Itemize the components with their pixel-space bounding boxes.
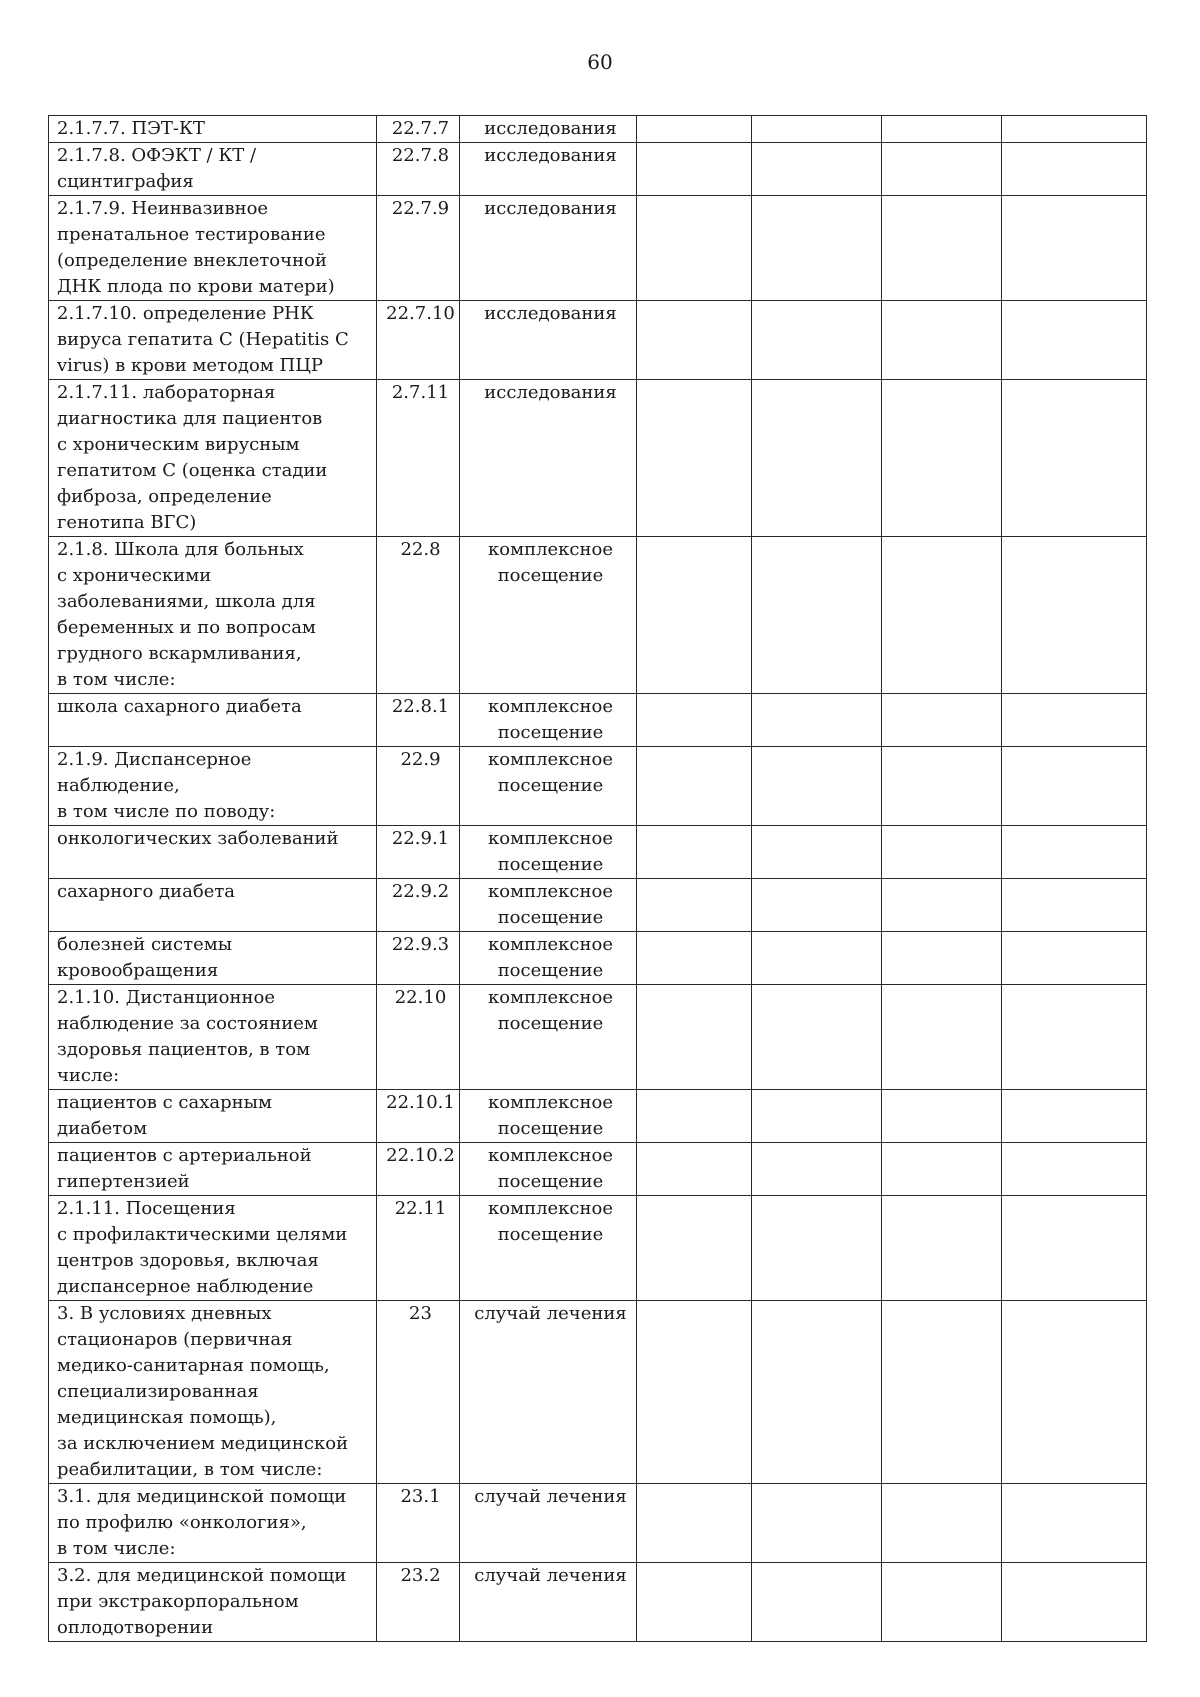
empty-value-cell xyxy=(637,1563,752,1642)
empty-value-cell xyxy=(882,932,1002,985)
row-unit-cell: комплексное посещение xyxy=(460,537,637,694)
row-name-cell: 2.1.7.8. ОФЭКТ / КТ / сцинтиграфия xyxy=(49,143,377,196)
row-code-cell: 22.8.1 xyxy=(377,694,460,747)
row-name-cell: 2.1.7.11. лабораторная диагностика для пациентов с хроническим вирусным гепатитом С (оценка стадии фиброза, определение генотипа ВГС) xyxy=(49,380,377,537)
empty-value-cell xyxy=(637,301,752,380)
row-code-cell: 22.10 xyxy=(377,985,460,1090)
empty-value-cell xyxy=(882,985,1002,1090)
empty-value-cell xyxy=(752,1484,882,1563)
row-name-cell: пациентов с сахарным диабетом xyxy=(49,1090,377,1143)
empty-value-cell xyxy=(752,1090,882,1143)
empty-value-cell xyxy=(882,747,1002,826)
empty-value-cell xyxy=(637,879,752,932)
row-name-cell: сахарного диабета xyxy=(49,879,377,932)
row-name-cell: 2.1.7.9. Неинвазивное пренатальное тестирование (определение внеклеточной ДНК плода по крови матери) xyxy=(49,196,377,301)
empty-value-cell xyxy=(882,537,1002,694)
empty-value-cell xyxy=(1002,380,1147,537)
row-name-cell: пациентов с артериальной гипертензией xyxy=(49,1143,377,1196)
table-row xyxy=(49,1484,1147,1563)
document-table xyxy=(48,115,1147,1642)
row-code-cell: 22.7.7 xyxy=(377,116,460,143)
empty-value-cell xyxy=(1002,879,1147,932)
row-name-cell: 2.1.7.7. ПЭТ-КТ xyxy=(49,116,377,143)
row-unit-cell: комплексное посещение xyxy=(460,747,637,826)
row-unit-cell: исследования xyxy=(460,143,637,196)
row-code-cell: 22.9.3 xyxy=(377,932,460,985)
empty-value-cell xyxy=(752,196,882,301)
empty-value-cell xyxy=(882,1090,1002,1143)
empty-value-cell xyxy=(1002,116,1147,143)
row-unit-cell: комплексное посещение xyxy=(460,879,637,932)
empty-value-cell xyxy=(882,143,1002,196)
empty-value-cell xyxy=(637,1484,752,1563)
row-code-cell: 22.7.9 xyxy=(377,196,460,301)
table-row xyxy=(49,143,1147,196)
empty-value-cell xyxy=(882,116,1002,143)
row-name-cell: 3. В условиях дневных стационаров (первичная медико-санитарная помощь, специализированная медицинская помощь), за исключением медицинской реабилитации, в том числе: xyxy=(49,1301,377,1484)
row-code-cell: 22.10.2 xyxy=(377,1143,460,1196)
empty-value-cell xyxy=(752,1301,882,1484)
empty-value-cell xyxy=(637,143,752,196)
empty-value-cell xyxy=(637,1196,752,1301)
row-code-cell: 22.11 xyxy=(377,1196,460,1301)
row-name-cell: болезней системы кровообращения xyxy=(49,932,377,985)
empty-value-cell xyxy=(752,747,882,826)
table-row xyxy=(49,694,1147,747)
table-row xyxy=(49,879,1147,932)
row-unit-cell: исследования xyxy=(460,380,637,537)
empty-value-cell xyxy=(752,143,882,196)
table-row xyxy=(49,116,1147,143)
empty-value-cell xyxy=(752,694,882,747)
empty-value-cell xyxy=(752,826,882,879)
empty-value-cell xyxy=(1002,1143,1147,1196)
row-code-cell: 23 xyxy=(377,1301,460,1484)
row-name-cell: 2.1.8. Школа для больных с хроническими заболеваниями, школа для беременных и по вопросам грудного вскармливания, в том числе: xyxy=(49,537,377,694)
empty-value-cell xyxy=(882,1563,1002,1642)
empty-value-cell xyxy=(752,879,882,932)
table-row xyxy=(49,1301,1147,1484)
empty-value-cell xyxy=(637,826,752,879)
row-unit-cell: комплексное посещение xyxy=(460,1196,637,1301)
empty-value-cell xyxy=(752,1563,882,1642)
empty-value-cell xyxy=(637,380,752,537)
empty-value-cell xyxy=(637,694,752,747)
empty-value-cell xyxy=(752,380,882,537)
empty-value-cell xyxy=(1002,196,1147,301)
row-name-cell: школа сахарного диабета xyxy=(49,694,377,747)
row-unit-cell: случай лечения xyxy=(460,1563,637,1642)
empty-value-cell xyxy=(1002,301,1147,380)
table-row xyxy=(49,301,1147,380)
row-name-cell: 2.1.9. Диспансерное наблюдение, в том числе по поводу: xyxy=(49,747,377,826)
row-unit-cell: комплексное посещение xyxy=(460,826,637,879)
empty-value-cell xyxy=(752,1143,882,1196)
row-code-cell: 22.7.8 xyxy=(377,143,460,196)
row-name-cell: 2.1.10. Дистанционное наблюдение за состоянием здоровья пациентов, в том числе: xyxy=(49,985,377,1090)
row-unit-cell: комплексное посещение xyxy=(460,1090,637,1143)
empty-value-cell xyxy=(752,116,882,143)
empty-value-cell xyxy=(637,537,752,694)
empty-value-cell xyxy=(637,196,752,301)
table-row xyxy=(49,985,1147,1090)
row-code-cell: 22.10.1 xyxy=(377,1090,460,1143)
empty-value-cell xyxy=(1002,1563,1147,1642)
row-name-cell: 3.2. для медицинской помощи при экстракорпоральном оплодотворении xyxy=(49,1563,377,1642)
table-row xyxy=(49,747,1147,826)
row-code-cell: 22.7.10 xyxy=(377,301,460,380)
row-unit-cell: комплексное посещение xyxy=(460,1143,637,1196)
row-unit-cell: комплексное посещение xyxy=(460,985,637,1090)
empty-value-cell xyxy=(882,1196,1002,1301)
table-row xyxy=(49,196,1147,301)
row-unit-cell: случай лечения xyxy=(460,1301,637,1484)
table-row xyxy=(49,537,1147,694)
row-unit-cell: комплексное посещение xyxy=(460,694,637,747)
table-row xyxy=(49,826,1147,879)
row-code-cell: 23.1 xyxy=(377,1484,460,1563)
empty-value-cell xyxy=(1002,932,1147,985)
empty-value-cell xyxy=(752,932,882,985)
row-name-cell: 2.1.7.10. определение РНК вируса гепатита С (Hepatitis C virus) в крови методом ПЦР xyxy=(49,301,377,380)
empty-value-cell xyxy=(752,301,882,380)
empty-value-cell xyxy=(1002,1301,1147,1484)
empty-value-cell xyxy=(637,932,752,985)
empty-value-cell xyxy=(882,1484,1002,1563)
table-row xyxy=(49,1196,1147,1301)
table-row xyxy=(49,1090,1147,1143)
empty-value-cell xyxy=(1002,1090,1147,1143)
row-code-cell: 2.7.11 xyxy=(377,380,460,537)
empty-value-cell xyxy=(882,1301,1002,1484)
empty-value-cell xyxy=(637,747,752,826)
row-name-cell: 3.1. для медицинской помощи по профилю «онкология», в том числе: xyxy=(49,1484,377,1563)
table-row xyxy=(49,932,1147,985)
row-name-cell: 2.1.11. Посещения с профилактическими целями центров здоровья, включая диспансерное наблюдение xyxy=(49,1196,377,1301)
row-unit-cell: комплексное посещение xyxy=(460,932,637,985)
table-row xyxy=(49,1143,1147,1196)
table-body xyxy=(49,116,1147,1642)
empty-value-cell xyxy=(637,1090,752,1143)
empty-value-cell xyxy=(637,1301,752,1484)
empty-value-cell xyxy=(882,380,1002,537)
empty-value-cell xyxy=(1002,747,1147,826)
empty-value-cell xyxy=(637,116,752,143)
empty-value-cell xyxy=(1002,143,1147,196)
page-number: 60 xyxy=(587,50,613,74)
empty-value-cell xyxy=(1002,985,1147,1090)
table-row xyxy=(49,380,1147,537)
empty-value-cell xyxy=(882,879,1002,932)
row-unit-cell: исследования xyxy=(460,301,637,380)
row-unit-cell: случай лечения xyxy=(460,1484,637,1563)
empty-value-cell xyxy=(882,1143,1002,1196)
empty-value-cell xyxy=(1002,537,1147,694)
row-code-cell: 22.9.2 xyxy=(377,879,460,932)
empty-value-cell xyxy=(637,1143,752,1196)
empty-value-cell xyxy=(752,1196,882,1301)
empty-value-cell xyxy=(882,301,1002,380)
empty-value-cell xyxy=(752,537,882,694)
row-name-cell: онкологических заболеваний xyxy=(49,826,377,879)
empty-value-cell xyxy=(1002,826,1147,879)
empty-value-cell xyxy=(882,196,1002,301)
empty-value-cell xyxy=(752,985,882,1090)
empty-value-cell xyxy=(637,985,752,1090)
row-unit-cell: исследования xyxy=(460,116,637,143)
row-code-cell: 22.8 xyxy=(377,537,460,694)
table-row xyxy=(49,1563,1147,1642)
row-code-cell: 22.9 xyxy=(377,747,460,826)
empty-value-cell xyxy=(882,826,1002,879)
empty-value-cell xyxy=(1002,1484,1147,1563)
empty-value-cell xyxy=(1002,694,1147,747)
row-unit-cell: исследования xyxy=(460,196,637,301)
row-code-cell: 23.2 xyxy=(377,1563,460,1642)
empty-value-cell xyxy=(882,694,1002,747)
empty-value-cell xyxy=(1002,1196,1147,1301)
row-code-cell: 22.9.1 xyxy=(377,826,460,879)
